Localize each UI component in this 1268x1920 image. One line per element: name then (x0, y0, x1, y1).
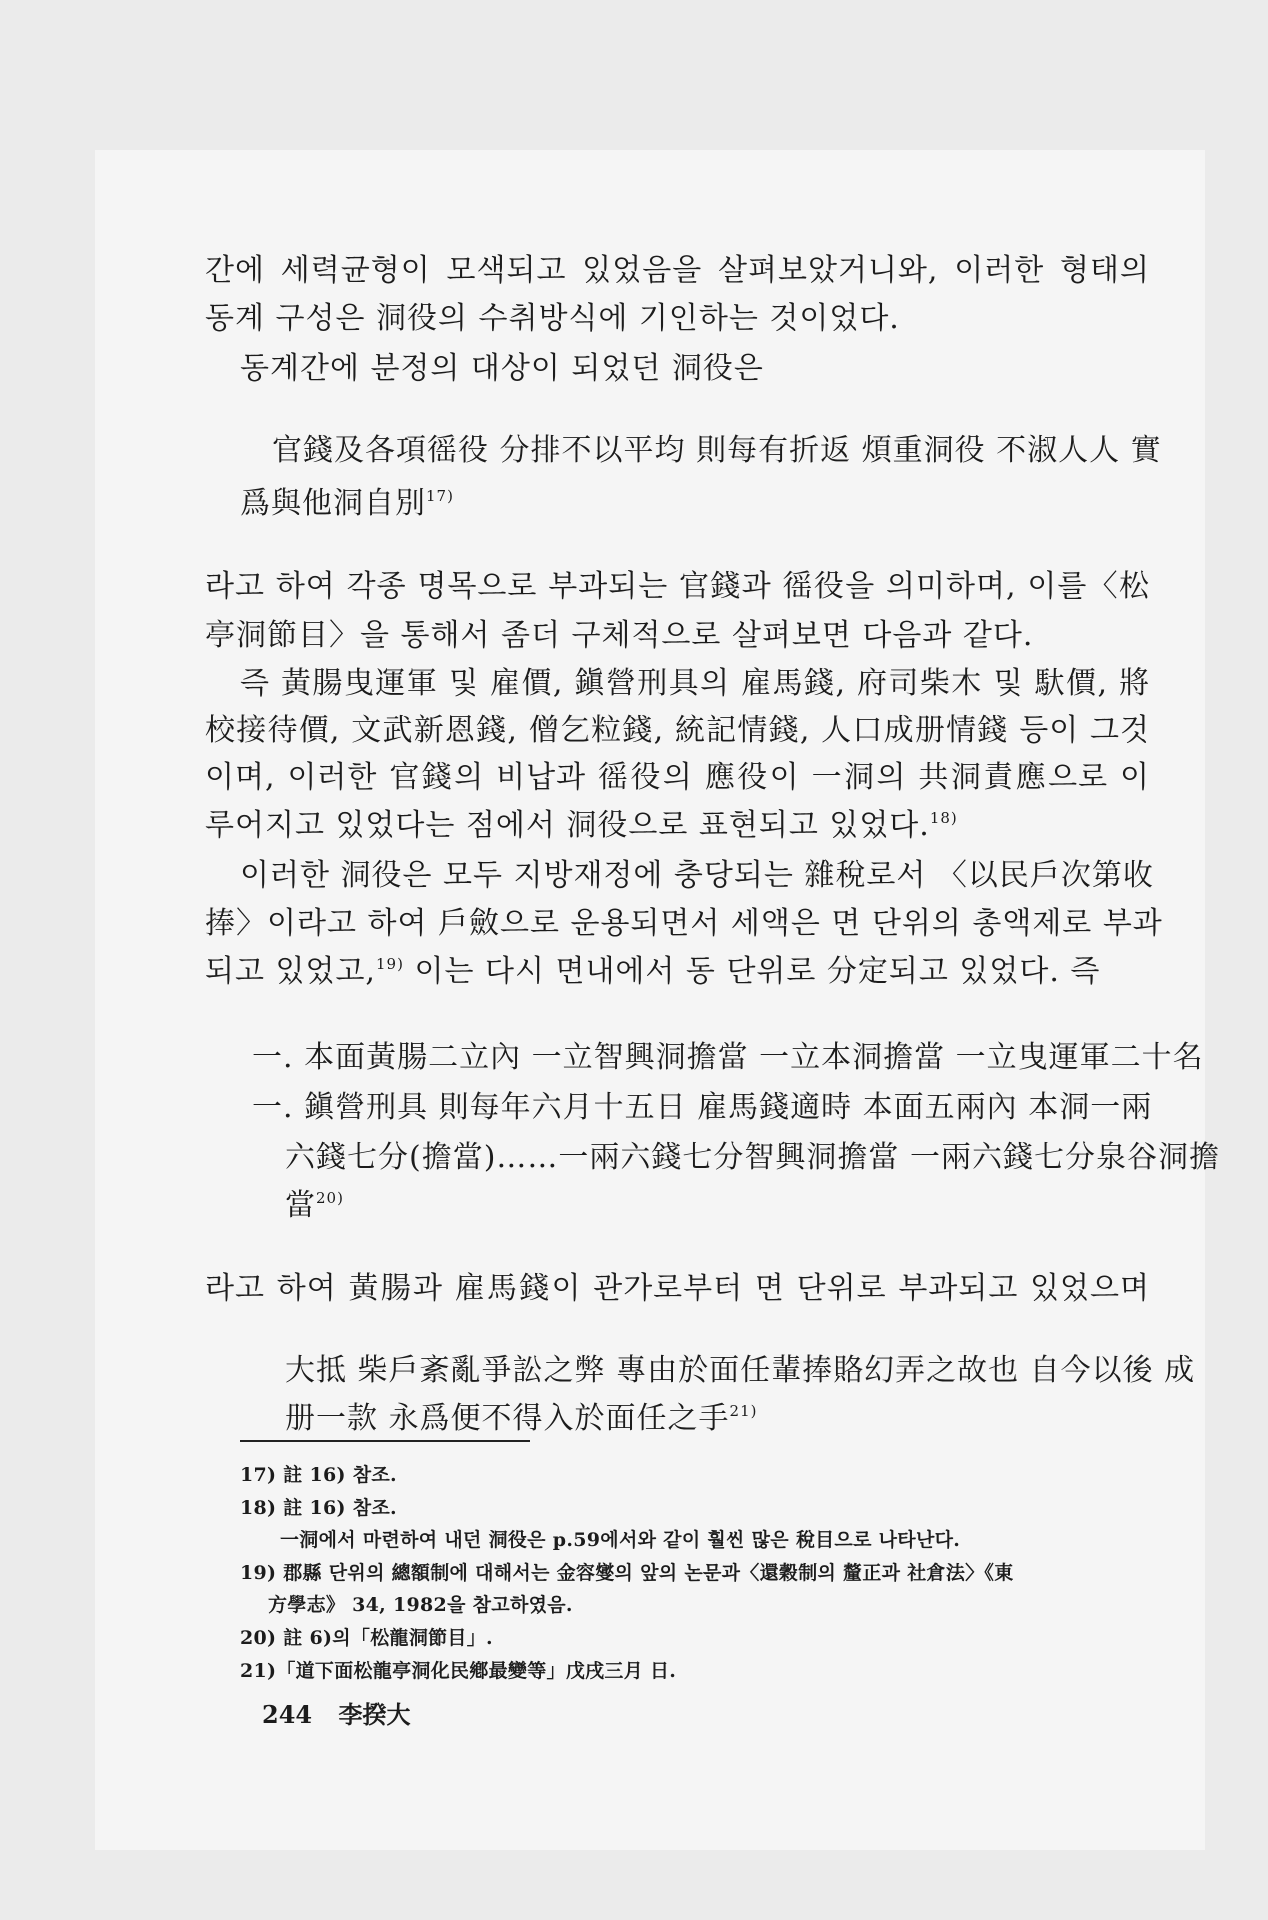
body-text: 되고 있었고, (205, 954, 376, 989)
body-line: 亭洞節目〉을 통해서 좀더 구체적으로 살펴보면 다음과 같다. (205, 618, 1034, 653)
quote-text: 當 (285, 1188, 316, 1223)
page-sheet (95, 150, 1220, 1850)
quote-line (285, 1180, 344, 1224)
footnote: 21)「道下面松龍亭洞化民鄕最變等」戊戌三月 日. (240, 1660, 677, 1682)
footnote-rule (240, 1440, 530, 1442)
quote-text: 册一款 永爲便不得入於面任之手 (285, 1401, 730, 1436)
body-line: 이며, 이러한 官錢의 비납과 徭役의 應役이 一洞의 共洞責應으로 이 (205, 760, 1150, 795)
footnote: 17) 註 16) 참조. (240, 1464, 397, 1486)
page-number: 244 (262, 1700, 313, 1729)
quote-line (240, 478, 454, 522)
footnote-ref: 19) (375, 955, 404, 973)
body-line: 라고 하여 각종 명목으로 부과되는 官錢과 徭役을 의미하며, 이를〈松 (205, 569, 1150, 604)
quote-line: 六錢七分(擔當)……一兩六錢七分智興洞擔當 一兩六錢七分泉谷洞擔 (285, 1140, 1220, 1175)
footnote: 方學志》 34, 1982을 참고하였음. (268, 1594, 573, 1616)
body-line: 校接待價, 文武新恩錢, 僧乞粒錢, 統記情錢, 人口成册情錢 등이 그것 (205, 713, 1150, 748)
quote-text: 爲與他洞自別 (240, 486, 426, 521)
body-line: 捧〉이라고 하여 戶斂으로 운용되면서 세액은 면 단위의 총액제로 부과 (205, 906, 1163, 941)
footnote-ref: 21) (729, 1402, 758, 1420)
quote-line: 一. 本面黃腸二立內 一立智興洞擔當 一立本洞擔當 一立曳運軍二十名 (252, 1040, 1204, 1075)
quote-line: 官錢及各項徭役 分排不以平均 則每有折返 煩重洞役 不淑人人 實 (272, 433, 1162, 468)
body-line: 라고 하여 黃腸과 雇馬錢이 관가로부터 면 단위로 부과되고 있었으며 (205, 1271, 1150, 1306)
body-text: 루어지고 있었다는 점에서 洞役으로 표현되고 있었다. (205, 808, 930, 843)
footnote-ref: 18) (929, 809, 958, 827)
quote-line (285, 1393, 758, 1437)
footnote: 19) 郡縣 단위의 總額制에 대해서는 金容燮의 앞의 논문과〈還穀制의 釐正과 社倉法〉《東 (240, 1562, 1014, 1584)
footnote: 一洞에서 마련하여 내던 洞役은 p.59에서와 같이 훨씬 많은 稅目으로 나타난다. (280, 1529, 961, 1551)
footnote-ref: 20) (316, 1189, 344, 1207)
body-line: 간에 세력균형이 모색되고 있었음을 살펴보았거니와, 이러한 형태의 (205, 253, 1150, 288)
page-footer (262, 1695, 410, 1730)
author-name: 李揆大 (338, 1700, 411, 1729)
footnote: 20) 註 6)의「松龍洞節目」. (240, 1627, 493, 1649)
body-line: 이러한 洞役은 모두 지방재정에 충당되는 雜稅로서 〈以民戶次第收 (240, 858, 1154, 893)
body-line: 동계간에 분정의 대상이 되었던 洞役은 (240, 351, 764, 386)
footnote: 18) 註 16) 참조. (240, 1497, 397, 1519)
quote-line: 大抵 柴戶紊亂爭訟之弊 專由於面任輩捧賂幻弄之故也 自今以後 成 (285, 1353, 1196, 1388)
quote-line: 一. 鎭營刑具 則每年六月十五日 雇馬錢適時 本面五兩內 本洞一兩 (252, 1090, 1153, 1125)
body-line: 즉 黃腸曳運軍 및 雇價, 鎭營刑具의 雇馬錢, 府司柴木 및 馱價, 將 (240, 666, 1150, 701)
body-line: 동계 구성은 洞役의 수취방식에 기인하는 것이었다. (205, 301, 900, 336)
body-line (205, 800, 958, 844)
body-line (205, 946, 1100, 990)
body-text: 이는 다시 면내에서 동 단위로 分定되고 있었다. 즉 (414, 954, 1101, 989)
footnote-ref: 17) (426, 487, 454, 505)
